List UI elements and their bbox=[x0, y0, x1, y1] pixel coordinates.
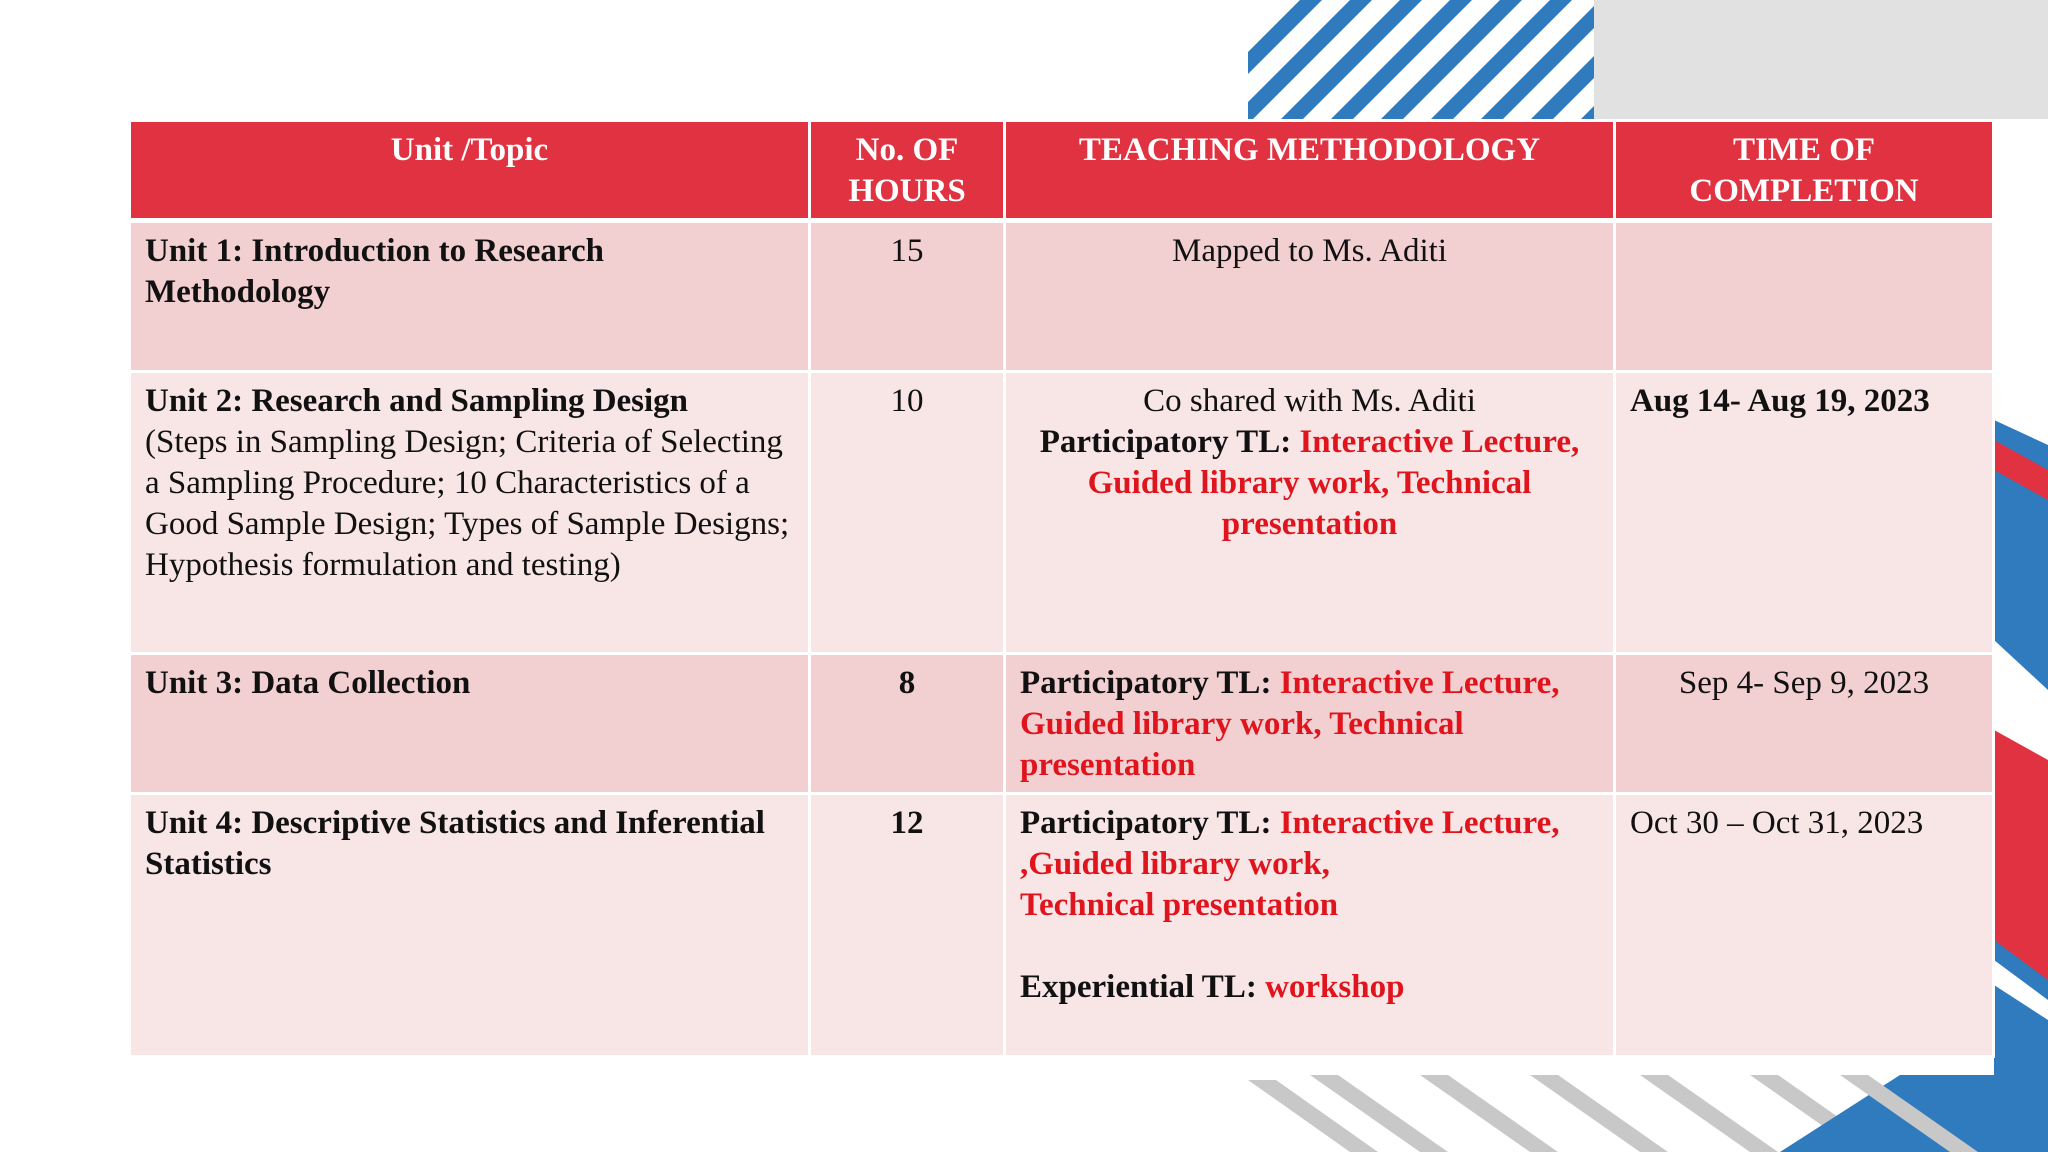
unit-cell bbox=[130, 372, 810, 654]
table-row bbox=[130, 221, 1994, 372]
method-items-line3: Technical presentation bbox=[1020, 887, 1339, 923]
method-items: Interactive Lecture, Guided library work, Technical presentation bbox=[1087, 424, 1580, 542]
gray-panel bbox=[1594, 0, 2048, 119]
hours-cell: 15 bbox=[810, 221, 1005, 372]
method2-items: workshop bbox=[1265, 969, 1405, 1005]
header-time-of-completion: TIME OF COMPLETION bbox=[1615, 121, 1994, 221]
method-label: Participatory TL: bbox=[1020, 665, 1280, 701]
header-teaching-methodology: TEACHING METHODOLOGY bbox=[1005, 121, 1615, 221]
method-label: Participatory TL: bbox=[1020, 805, 1280, 841]
hours-cell: 10 bbox=[810, 372, 1005, 654]
unit-cell bbox=[130, 221, 810, 372]
method-note: Mapped to Ms. Aditi bbox=[1171, 233, 1447, 269]
right-edge-shapes bbox=[1994, 420, 2048, 1152]
hours-cell: 8 bbox=[810, 654, 1005, 794]
hours-cell: 12 bbox=[810, 794, 1005, 1057]
method-note: Co shared with Ms. Aditi bbox=[1143, 383, 1476, 419]
table-row bbox=[130, 794, 1994, 1057]
table-header-row bbox=[130, 121, 1994, 221]
completion-cell: Oct 30 – Oct 31, 2023 bbox=[1615, 794, 1994, 1057]
completion-cell: Sep 4- Sep 9, 2023 bbox=[1615, 654, 1994, 794]
method-items-line1: Interactive Lecture, bbox=[1279, 805, 1560, 841]
unit-title: Unit 3: Data Collection bbox=[145, 665, 471, 701]
method-cell bbox=[1005, 654, 1615, 794]
method-cell bbox=[1005, 794, 1615, 1057]
table-row bbox=[130, 372, 1994, 654]
method2-label: Experiential TL: bbox=[1020, 969, 1266, 1005]
completion-cell: Aug 14- Aug 19, 2023 bbox=[1615, 372, 1994, 654]
unit-title: Unit 4: Descriptive Statistics and Inferential Statistics bbox=[145, 805, 765, 882]
header-hours: No. OF HOURS bbox=[810, 121, 1005, 221]
unit-cell bbox=[130, 794, 810, 1057]
table-row bbox=[130, 654, 1994, 794]
spacer bbox=[1020, 926, 1599, 967]
unit-detail: (Steps in Sampling Design; Criteria of Selecting a Sampling Procedure; 10 Characteristics of a Good Sample Design; Types of Sample Designs; Hypothesis formulation and testing) bbox=[145, 424, 790, 583]
completion-cell bbox=[1615, 221, 1994, 372]
method-items: Interactive Lecture, Guided library work, Technical presentation bbox=[1020, 665, 1560, 783]
method-items-line2: ,Guided library work, bbox=[1020, 846, 1330, 882]
schedule-table bbox=[128, 119, 1995, 1058]
bottom-stripes bbox=[1248, 1075, 2048, 1152]
unit-title: Unit 1: Introduction to Research Methodology bbox=[145, 233, 604, 310]
header-unit-topic: Unit /Topic bbox=[130, 121, 810, 221]
method-label: Participatory TL: bbox=[1039, 424, 1300, 460]
method-cell bbox=[1005, 372, 1615, 654]
unit-cell bbox=[130, 654, 810, 794]
unit-title: Unit 2: Research and Sampling Design bbox=[145, 383, 689, 419]
method-cell bbox=[1005, 221, 1615, 372]
